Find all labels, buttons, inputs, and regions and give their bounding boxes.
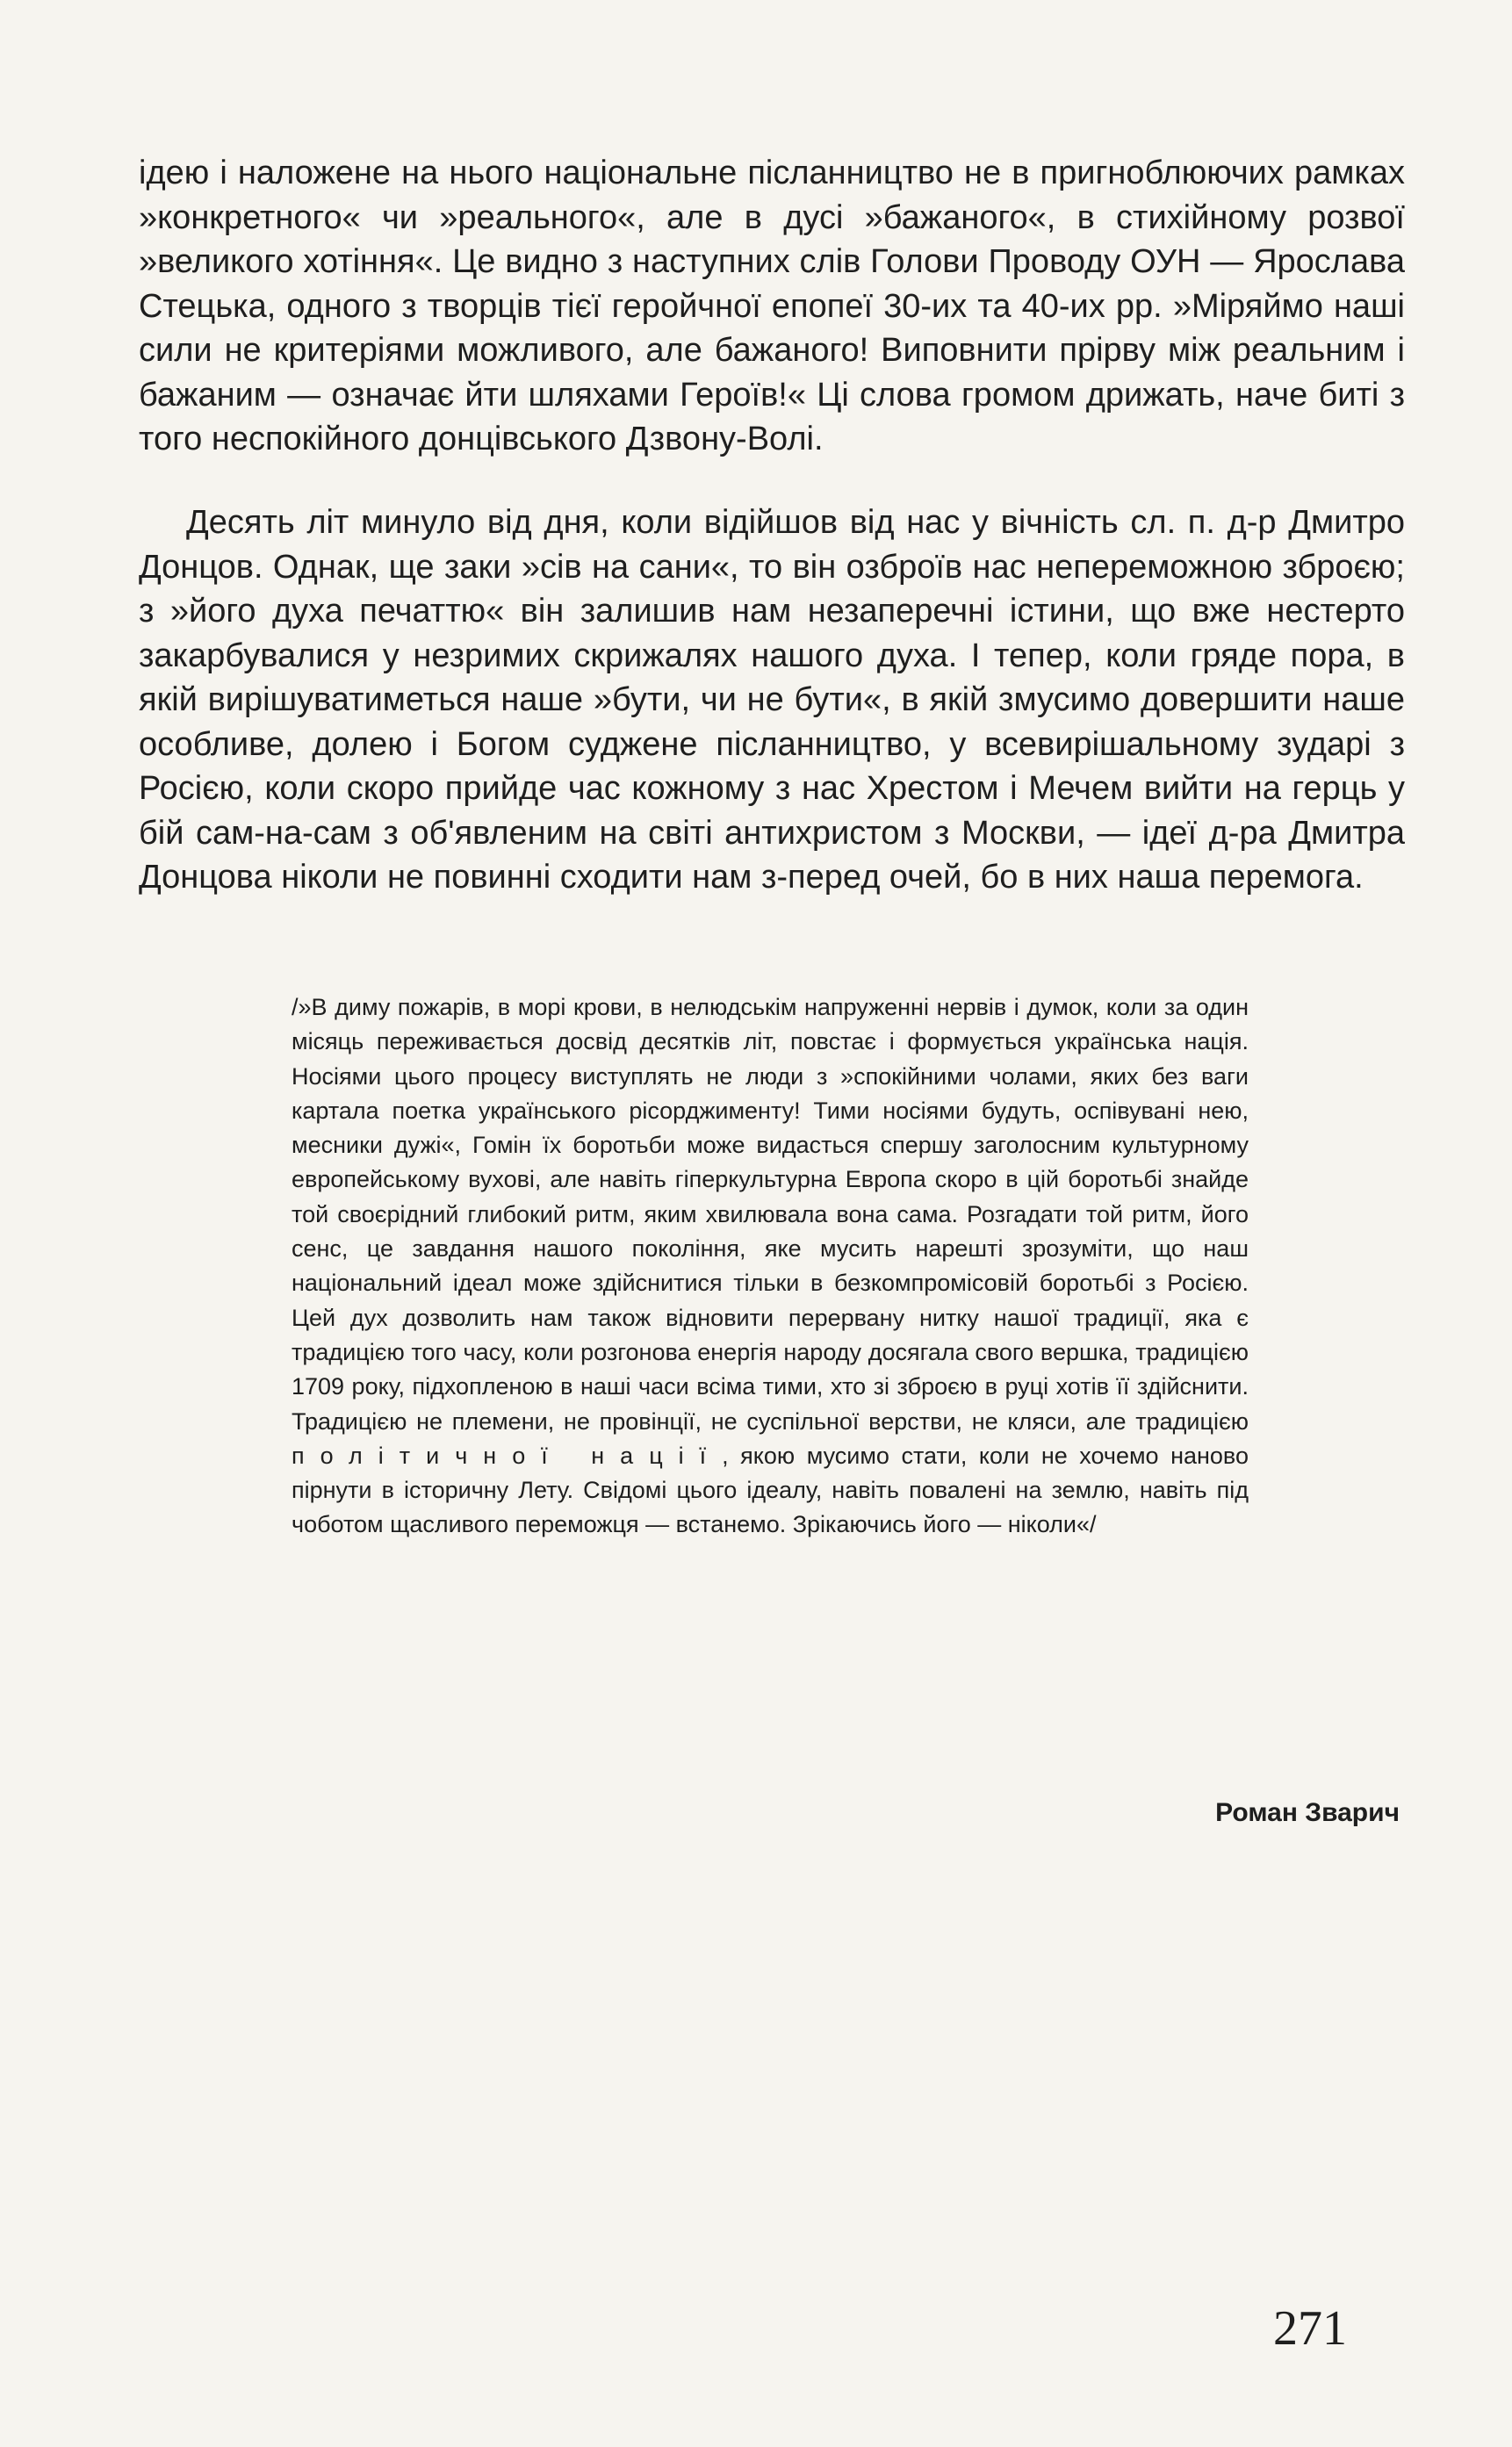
- body-paragraph-1: ідею і наложене на нього національне післанництво не в пригноблюючих рамках »конкретного« чи »реального«, але в дусі »бажаного«, в стихійному розвої »великого хотіння«. Це видно з наступних слів Голови Проводу ОУН — Ярослава Стецька, одного з творців тієї геройчної епопеї 30-их та 40-их рр. »Міряймо наші сили не критеріями можливого, але бажаного! Виповнити прірву між реальним і бажаним — означає йти шляхами Героїв!« Ці слова громом дрижать, наче биті з того неспокійного донцівського Дзвону-Волі.: [139, 155, 1405, 457]
- page-number: 271: [1273, 2301, 1347, 2356]
- block-quote: [292, 990, 1249, 1543]
- quote-text-end: , якою мусимо стати, коли не хочемо наново пірнути в історичну Лету. Свідомі цього ідеалу, навіть повалені на землю, навіть під чоботом щасливого переможця — встанемо. Зрікаючись його — ніколи«/: [292, 1442, 1249, 1538]
- body-paragraph-2: Десять літ минуло від дня, коли відійшов від нас у вічність сл. п. д-р Дмитро Донцов. Однак, ще заки »сів на сани«, то він озброїв нас непереможною зброєю; з »його духа печаттю« він залишив нам незаперечні істини, що вже нестерто закарбувалися у незримих скрижалях нашого духа. І тепер, коли гряде пора, в якій вирішуватиметься наше »бути, чи не бути«, в якій змусимо довершити наше особливе, долею і Богом суджене післанництво, у всевирішальному зударі з Росією, коли скоро прийде час кожному з нас Хрестом і Мечем вийти на герць у бій сам-на-сам з об'явленим на світі антихристом з Москви, — ідеї д-ра Дмитра Донцова ніколи не повинні сходити нам з-перед очей, бо в них наша перемога.: [139, 504, 1405, 896]
- quote-spaced-emphasis: політичної нації: [292, 1442, 723, 1469]
- quote-text-start: /»В диму пожарів, в морі крови, в нелюдськім напруженні нервів і думок, коли за один місяць переживається досвід десятків літ, повстає і формується українська нація. Носіями цього процесу виступлять не люди з »спокійними чолами, яких без ваги картала поетка українського рісорджименту! Тими носіями будуть, оспівувані нею, месники дужі«, Гомін їх боротьби може видасться спершу заголосним культурному европейському вухові, але навіть гіперкультурна Европа скоро в цій боротьбі знайде той своєрідний глибокий ритм, яким хвилювала вона сама. Розгадати той ритм, його сенс, це завдання нашого покоління, яке мусить нарешті зрозуміти, що наш національний ідеал може здійснитися тільки в безкомпромісовій боротьбі з Росією. Цей дух дозволить нам також відновити перервану нитку нашої традиції, яка є традицією того часу, коли розгонова енергія народу досягала свого вершка, традицією 1709 року, підхопленою в наші часи всіма тими, хто зі зброєю в руці хотів її здійснити. Традицією не племени, не провінції, не суспільної верстви, не кляси, але традицією: [292, 994, 1249, 1435]
- author-signature: Роман Зварич: [1215, 1798, 1400, 1827]
